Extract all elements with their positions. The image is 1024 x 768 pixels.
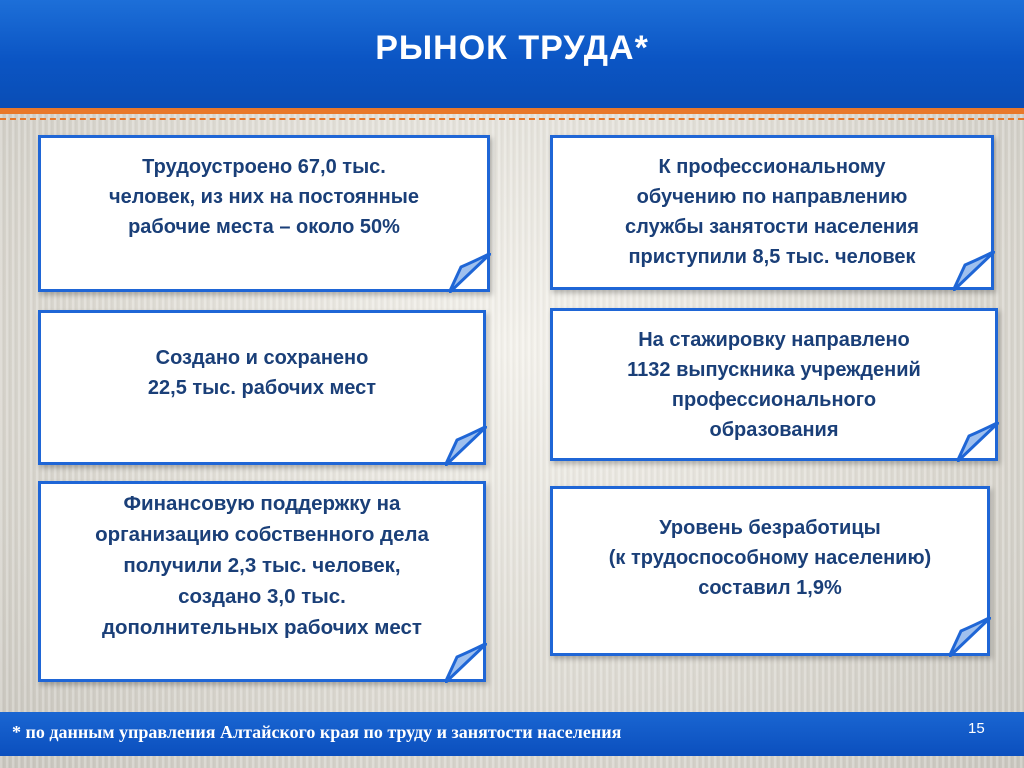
footnote: * по данным управления Алтайского края по труду и занятости населения — [12, 722, 622, 742]
slide-header — [0, 0, 1024, 108]
note-training-text: К профессиональному обучению по направлению службы занятости населения приступили 8,5 тыс. человек — [625, 156, 919, 268]
note-jobs-created — [38, 310, 486, 465]
page-curl-icon — [445, 643, 487, 683]
slide-footer — [0, 712, 1024, 756]
page-curl-icon — [949, 617, 991, 657]
note-employed — [38, 135, 490, 292]
header-dashed-line — [0, 118, 1024, 120]
note-jobs-created-text: Создано и сохранено 22,5 тыс. рабочих мест — [147, 347, 377, 399]
note-internship — [550, 308, 998, 461]
page-curl-icon — [449, 253, 491, 293]
slide-title: РЫНОК ТРУДА* — [375, 28, 649, 67]
note-unemployment — [550, 486, 990, 656]
note-business-support — [38, 481, 486, 682]
note-employed-text: Трудоустроено 67,0 тыс. человек, из них на постоянные рабочие места – около 50% — [109, 156, 419, 238]
page-curl-icon — [953, 251, 995, 291]
note-business-support-text: Финансовую поддержку на организацию собственного дела получили 2,3 тыс. человек, создано 3,0 тыс. дополнительных рабочих мест — [95, 492, 429, 639]
note-unemployment-text: Уровень безработицы (к трудоспособному населению) составил 1,9% — [608, 517, 932, 599]
page-curl-icon — [957, 422, 999, 462]
page-curl-icon — [445, 426, 487, 466]
header-accent-stripe — [0, 108, 1024, 114]
note-internship-text: На стажировку направлено 1132 выпускника учреждений профессионального образования — [627, 329, 921, 441]
page-number: 15 — [968, 720, 985, 737]
note-training — [550, 135, 994, 290]
